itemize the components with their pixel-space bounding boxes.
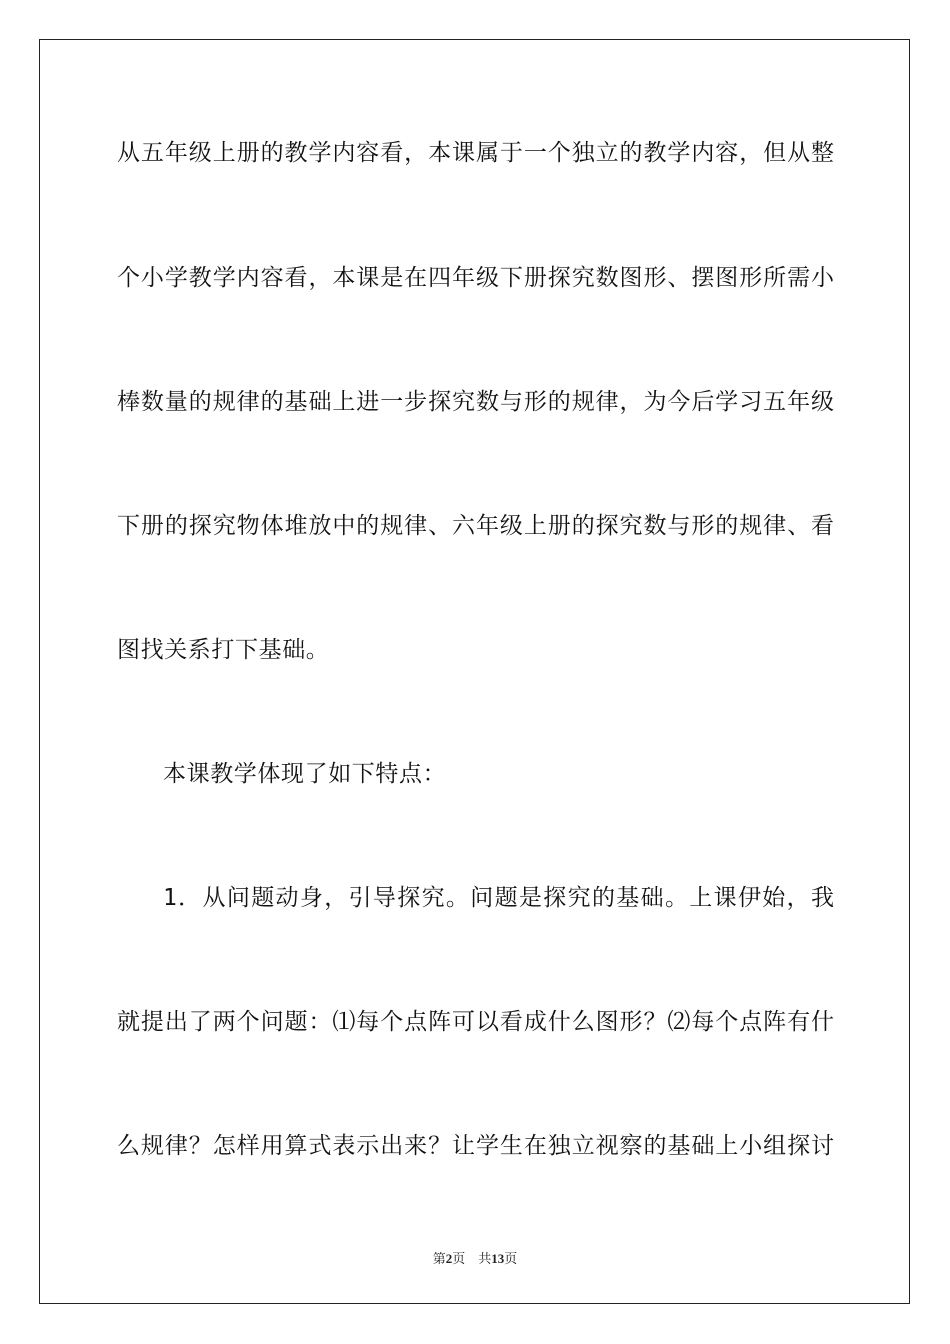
body-text-line-1: 从五年级上册的教学内容看，本课属于一个独立的教学内容，但从整 bbox=[117, 140, 834, 166]
body-text-line-4: 下册的探究物体堆放中的规律、六年级上册的探究数与形的规律、看 bbox=[117, 513, 834, 539]
page-border bbox=[39, 39, 910, 1304]
footer-page-suffix: 页 bbox=[452, 1251, 466, 1266]
body-text-line-9: 么规律？怎样用算式表示出来？让学生在独立视察的基础上小组探讨 bbox=[117, 1133, 834, 1159]
footer-total-pages: 13 bbox=[491, 1251, 505, 1266]
body-text-line-6: 本课教学体现了如下特点： bbox=[163, 761, 447, 787]
body-text-line-5: 图找关系打下基础。 bbox=[117, 637, 330, 663]
footer-total-suffix: 页 bbox=[504, 1251, 518, 1266]
body-text-line-7: 1．从问题动身，引导探究。问题是探究的基础。上课伊始，我 bbox=[163, 885, 834, 911]
footer-total-prefix: 共 bbox=[478, 1251, 492, 1266]
body-text-line-8: 就提出了两个问题：⑴每个点阵可以看成什么图形？⑵每个点阵有什 bbox=[117, 1009, 834, 1035]
footer-page-number: 2 bbox=[445, 1251, 453, 1266]
page-footer bbox=[0, 1248, 950, 1267]
body-text-line-3: 棒数量的规律的基础上进一步探究数与形的规律，为今后学习五年级 bbox=[117, 389, 834, 415]
body-text-line-2: 个小学教学内容看，本课是在四年级下册探究数图形、摆图形所需小 bbox=[117, 265, 834, 291]
footer-page-prefix: 第 bbox=[432, 1251, 446, 1266]
